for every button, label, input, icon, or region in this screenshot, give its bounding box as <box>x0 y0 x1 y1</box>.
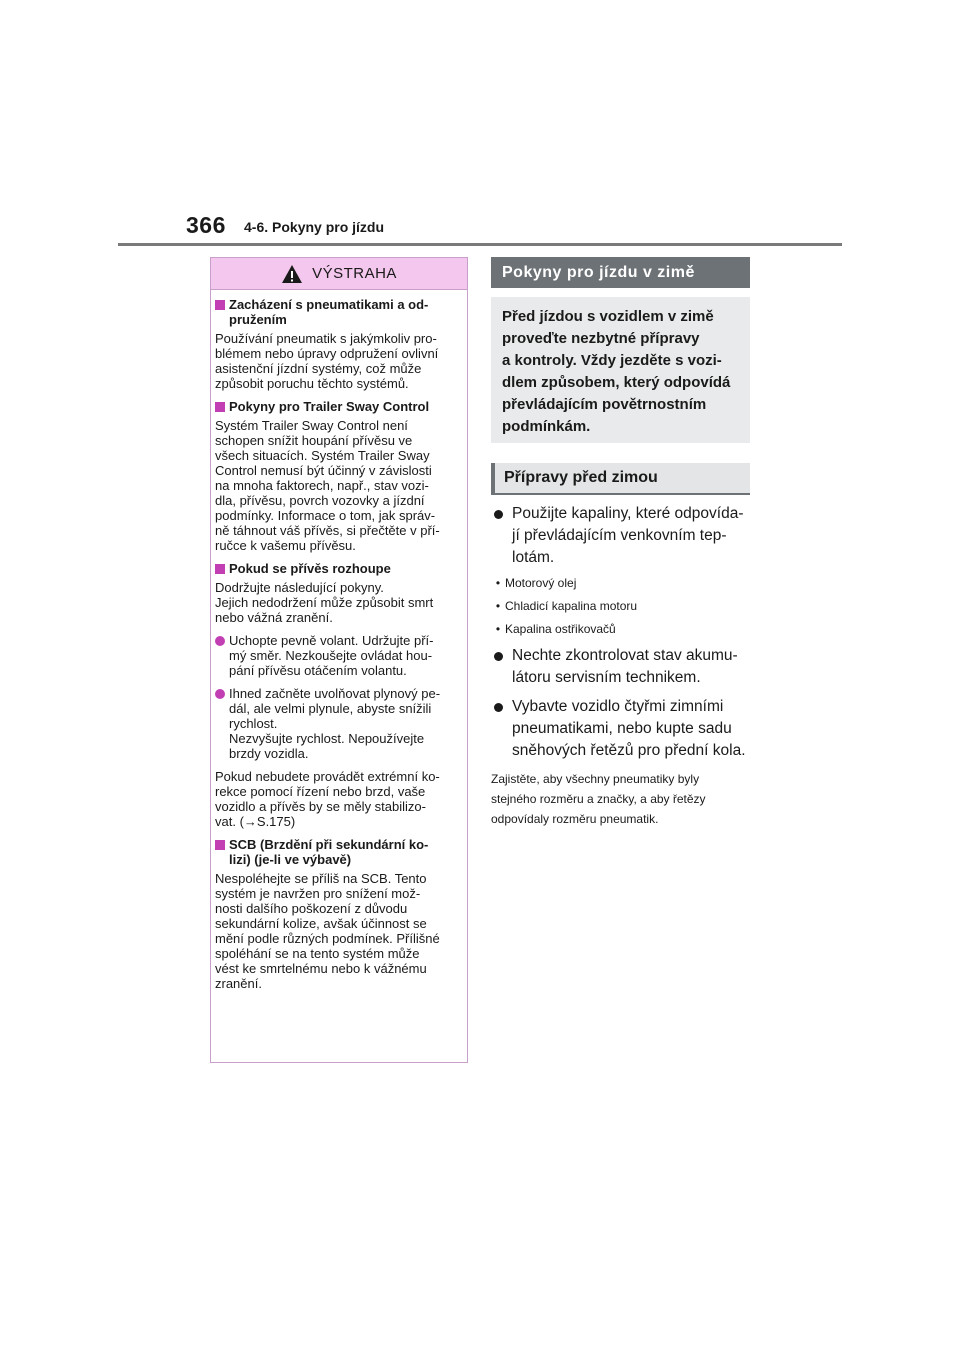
main-heading: Pokyny pro jízdu v zimě <box>491 257 750 288</box>
list-item: • Chladicí kapalina motoru <box>491 599 753 614</box>
sub-heading: Přípravy před zimou <box>491 463 750 495</box>
circle-bullet-icon <box>215 636 225 646</box>
warning-header <box>211 258 467 290</box>
warning-heading: Pokyny pro Trailer Sway Control <box>215 399 461 414</box>
warning-heading: SCB (Brzdění při sekundární ko- lizi) (je-li ve výbavě) <box>215 837 461 867</box>
warning-heading: Pokud se přívěs rozhoupe <box>215 561 461 576</box>
tip-bullet: Nechte zkontrolovat stav akumu- látoru servisním technikem. <box>491 645 753 689</box>
header-rule <box>118 243 842 246</box>
tire-note: Zajistěte, aby všechny pneumatiky byly stejného rozměru a značky, a aby řetězy odpovídaly rozměru pneumatik. <box>491 772 706 826</box>
warning-paragraph: Systém Trailer Sway Control není schopen snížit houpání přívěsu ve všech situacích. Systém Trailer Sway Control nemusí být účinný v závislosti na mnoha faktorech, např., stav vozi- dla, přívěsu, povrch vozovky a jízdní podmínky. Informace o tom, jak správ- ně táhnout váš přívěs, si přečtěte v pří- ručce k vašemu přívěsu. <box>215 418 440 553</box>
warning-triangle-icon <box>281 264 303 284</box>
circle-bullet-icon <box>215 689 225 699</box>
square-bullet-icon <box>215 402 225 412</box>
warning-bullet: Uchopte pevně volant. Udržujte pří- mý směr. Nezkoušejte ovládat hou- pání přívěsu otáčením volantu. <box>215 633 461 678</box>
warning-box <box>210 257 468 1063</box>
bullet-icon: • <box>495 622 501 636</box>
warning-bullet: Ihned začněte uvolňovat plynový pe- dál, ale velmi plynule, abyste snížili rychlost. Nezvyšujte rychlost. Nepoužívejte brzdy vozidla. <box>215 686 461 761</box>
tip-bullet: Použijte kapaliny, které odpovída- jí převládajícím venkovním tep- lotám. <box>491 503 753 569</box>
section-title: 4-6. Pokyny pro jízdu <box>244 219 385 235</box>
intro-box: Před jízdou s vozidlem v zimě proveďte nezbytné přípravy a kontroly. Vždy jezděte s vozi- dlem způsobem, který odpovídá převládajícím povětrnostním podmínkám. <box>491 297 750 443</box>
square-bullet-icon <box>215 840 225 850</box>
fluid-list <box>491 576 753 637</box>
bullet-icon: • <box>495 576 501 590</box>
list-item: • Kapalina ostřikovačů <box>491 622 753 637</box>
list-item: • Motorový olej <box>491 576 753 591</box>
warning-paragraph: Nespoléhejte se příliš na SCB. Tento systém je navržen pro snížení mož- nosti dalšího poškození z důvodu sekundární kolize, avšak účinnost se mění podle různých podmínek. Přílišné spoléhání se na tento systém může vést ke smrtelnému nebo k vážnému zranění. <box>215 871 440 991</box>
square-bullet-icon <box>215 300 225 310</box>
warning-paragraph: Používání pneumatik s jakýmkoliv pro- blémem nebo úpravy odpružení ovlivní asistenční jízdní systémy, což může způsobit poruchu těchto systémů. <box>215 331 439 391</box>
warning-body <box>211 290 467 991</box>
bullet-dot-icon <box>494 703 503 712</box>
warning-paragraph: Pokud nebudete provádět extrémní ko- rekce pomocí řízení nebo brzd, vaše vozidlo a přívěs by se měly stabilizo- vat. (→S.175) <box>215 769 440 829</box>
winter-tips <box>491 503 753 829</box>
bullet-icon: • <box>495 599 501 613</box>
warning-heading: Zacházení s pneumatikami a od- pružením <box>215 297 461 327</box>
square-bullet-icon <box>215 564 225 574</box>
tip-bullet: Vybavte vozidlo čtyřmi zimními pneumatikami, nebo kupte sadu sněhových řetězů pro přední kola. <box>491 696 753 762</box>
warning-paragraph: Dodržujte následující pokyny. Jejich nedodržení může způsobit smrt nebo vážná zranění. <box>215 580 434 625</box>
page-number: 366 <box>186 212 226 238</box>
bullet-dot-icon <box>494 510 503 519</box>
bullet-dot-icon <box>494 652 503 661</box>
warning-title: VÝSTRAHA <box>312 265 397 282</box>
